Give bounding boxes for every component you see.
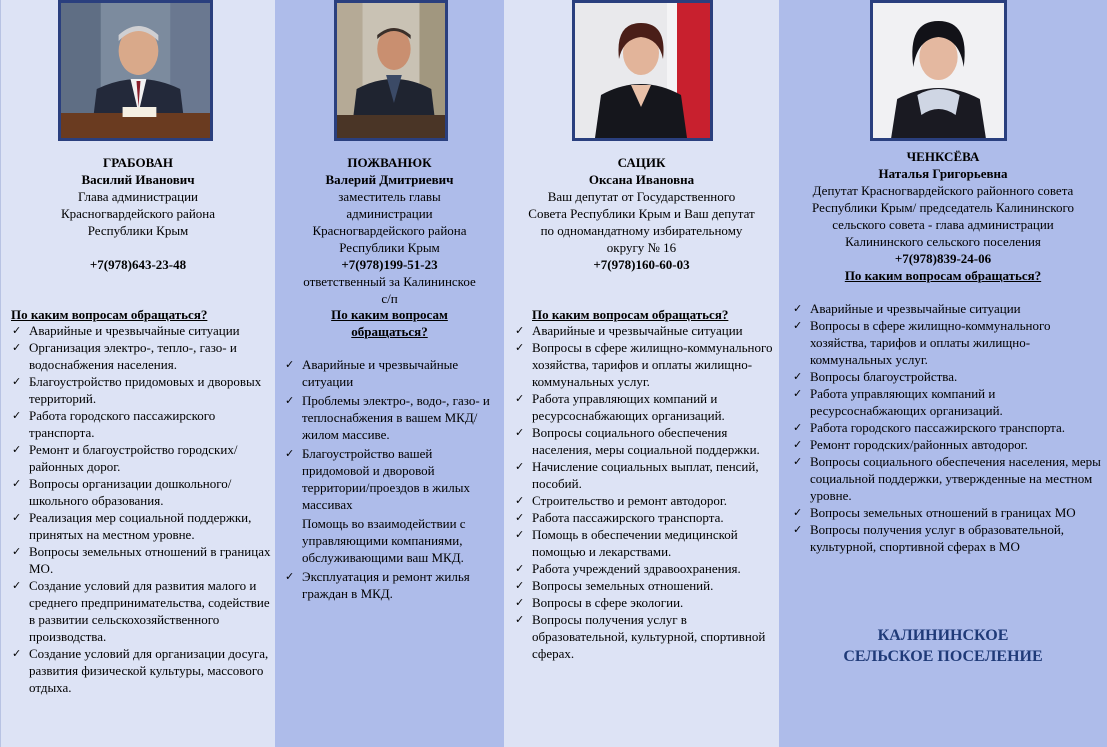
portrait-man-office-image (337, 3, 445, 138)
official-name: Наталья Григорьевна (878, 166, 1008, 181)
official-position-line: Депутат Красногвардейского районного совета (812, 183, 1074, 198)
official-column-chenkseva (779, 0, 1107, 747)
list-item: ✓ Аварийные и чрезвычайные ситуации (284, 356, 498, 390)
official-position-line: округу № 16 (606, 240, 677, 255)
official-phone: +7(978)839-24-06 (894, 251, 992, 266)
official-column-pozhvanyuk (275, 0, 504, 747)
list-item: ✓ Вопросы в сфере жилищно-коммунального хозяйства, тарифов и оплаты жилищно-коммунальных услуг. (514, 339, 775, 390)
official-info (275, 154, 504, 307)
list-item: ✓ Вопросы в сфере жилищно-коммунального хозяйства, тарифов и оплаты жилищно-коммунальных услуг. (792, 317, 1103, 368)
list-item: Помощь во взаимодействии с управляющими компаниями, обслуживающими ваш МКД. (302, 516, 466, 565)
questions-heading: По каким вопросам обращаться? (844, 268, 1042, 283)
list-item: ✓ Вопросы благоустройства. (792, 368, 1103, 385)
questions-heading: По каким вопросам обращаться? (11, 307, 208, 322)
official-name: Валерий Дмитриевич (325, 172, 454, 187)
official-position-line: Совета Республики Крым и Ваш депутат (528, 206, 755, 221)
list-item: ✓ Реализация мер социальной поддержки, принятых на местном уровне. (11, 509, 271, 543)
settlement-title (779, 625, 1107, 667)
list-item: ✓ Ремонт и благоустройство городских/районных дорог. (11, 441, 271, 475)
list-item: ✓ Создание условий для организации досуга, развития физической культуры, массового отдыха. (11, 645, 271, 696)
official-surname: ГРАБОВАН (103, 155, 173, 170)
official-name: Оксана Ивановна (588, 172, 695, 187)
questions-list (514, 322, 775, 662)
official-position-line: сельского совета - глава администрации (832, 217, 1054, 232)
questions-list (792, 300, 1103, 555)
list-item: ✓ Вопросы земельных отношений. (514, 577, 775, 594)
list-item: ✓ Вопросы в сфере экологии. (514, 594, 775, 611)
official-position-line: Красногвардейского района (60, 206, 216, 221)
official-phone: +7(978)160-60-03 (593, 257, 690, 272)
official-phone: +7(978)643-23-48 (89, 257, 187, 272)
official-photo (870, 0, 1007, 141)
official-position-line: Ваш депутат от Государственного (547, 189, 736, 204)
list-item: ✓ Работа городского пассажирского транспорта. (792, 419, 1103, 436)
official-note: ответственный за Калининское (303, 274, 476, 289)
official-surname: ЧЕНКСЁВА (906, 149, 980, 164)
official-photo (58, 0, 213, 141)
official-surname: САЦИК (617, 155, 666, 170)
list-item: ✓ Работа учреждений здравоохранения. (514, 560, 775, 577)
official-column-grabovan (0, 0, 275, 747)
list-item: ✓ Помощь в обеспечении медицинской помощью и лекарствами. (514, 526, 775, 560)
list-item: ✓ Вопросы социального обеспечения населения, меры социальной поддержки, утвержденные на местном уровне. (792, 453, 1103, 504)
official-position-line: Красногвардейского района (312, 223, 467, 238)
official-position-line: Республики Крым (87, 223, 189, 238)
list-item: ✓ Аварийные и чрезвычайные ситуации (792, 300, 1103, 317)
list-item: ✓ Создание условий для развития малого и среднего предпринимательства, содействие в развитии сельскохозяйственного производства. (11, 577, 271, 645)
official-position-line: заместитель главы (338, 189, 441, 204)
list-item: ✓ Строительство и ремонт автодорог. (514, 492, 775, 509)
official-info (1, 154, 275, 273)
list-item: ✓ Эксплуатация и ремонт жилья граждан в МКД. (284, 568, 498, 602)
official-position-line: по одномандатному избирательному (540, 223, 743, 238)
official-info (779, 148, 1107, 284)
settlement-title-line: КАЛИНИНСКОЕ (877, 627, 1009, 644)
list-item: ✓ Вопросы земельных отношений в границах МО. (11, 543, 271, 577)
official-surname: ПОЖВАНЮК (347, 155, 432, 170)
list-item: ✓ Благоустройство вашей придомовой и дворовой территории/проездов в жилых массивах (284, 445, 498, 513)
list-item: ✓ Аварийные и чрезвычайные ситуации (514, 322, 775, 339)
settlement-title-line: СЕЛЬСКОЕ ПОСЕЛЕНИЕ (843, 648, 1043, 665)
official-name: Василий Иванович (81, 172, 195, 187)
list-item: ✓ Проблемы электро-, водо-, газо- и теплоснабжения в вашем МКД/жилом массиве. (284, 392, 498, 443)
list-item: ✓ Работа городского пассажирского транспорта. (11, 407, 271, 441)
list-item: ✓ Вопросы социального обеспечения населения, меры социальной поддержки. (514, 424, 775, 458)
official-photo (334, 0, 448, 141)
questions-heading: По каким вопросам обращаться? (331, 307, 448, 339)
official-position-line: Республики Крым (339, 240, 440, 255)
list-item: ✓ Вопросы земельных отношений в границах МО (792, 504, 1103, 521)
list-item: ✓ Работа пассажирского транспорта. (514, 509, 775, 526)
official-position-line: Глава администрации (77, 189, 198, 204)
portrait-man-desk-image (61, 3, 210, 138)
list-item: ✓ Ремонт городских/районных автодорог. (792, 436, 1103, 453)
official-position-line: Калининского сельского поселения (845, 234, 1041, 249)
official-photo (572, 0, 713, 141)
list-item: ✓ Организация электро-, тепло-, газо- и водоснабжения населения. (11, 339, 271, 373)
official-note: с/п (381, 291, 398, 306)
official-info (504, 154, 779, 273)
questions-heading: По каким вопросам обращаться? (532, 307, 729, 322)
list-item: ✓ Аварийные и чрезвычайные ситуации (11, 322, 271, 339)
questions-list (11, 322, 271, 696)
list-item: ✓ Вопросы получения услуг в образовательной, культурной, спортивной сферах в МО (792, 521, 1103, 555)
official-position-line: Республики Крым/ председатель Калининского (812, 200, 1074, 215)
list-item: ✓ Благоустройство придомовых и дворовых территорий. (11, 373, 271, 407)
questions-list (284, 356, 498, 604)
list-item: ✓ Работа управляющих компаний и ресурсоснабжающих организаций. (792, 385, 1103, 419)
list-item: ✓ Вопросы организации дошкольного/школьного образования. (11, 475, 271, 509)
official-phone: +7(978)199-51-23 (341, 257, 438, 272)
list-item: ✓ Работа управляющих компаний и ресурсоснабжающих организаций. (514, 390, 775, 424)
official-column-satsik (504, 0, 779, 747)
portrait-woman-flag-image (575, 3, 710, 138)
official-position-line: администрации (346, 206, 433, 221)
portrait-woman-image (873, 3, 1004, 138)
list-item: ✓ Начисление социальных выплат, пенсий, пособий. (514, 458, 775, 492)
list-item: ✓ Вопросы получения услуг в образовательной, культурной, спортивной сферах. (514, 611, 775, 662)
